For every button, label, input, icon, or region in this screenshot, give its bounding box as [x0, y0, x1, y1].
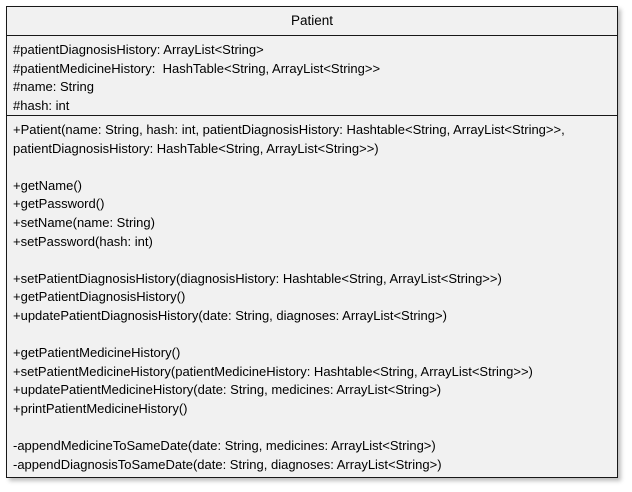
uml-class-box-patient — [6, 6, 618, 478]
attribute-line: #patientMedicineHistory: HashTable<String, ArrayList<String>> — [13, 60, 381, 76]
method-line: +Patient(name: String, hash: int, patientDiagnosisHistory: Hashtable<String, ArrayList<String>>, — [13, 122, 565, 137]
method-line: -appendMedicineToSameDate(date: String, medicines: ArrayList<String>) — [13, 438, 436, 454]
method-line: +setPatientDiagnosisHistory(diagnosisHistory: Hashtable<String, ArrayList<String>>) — [13, 270, 502, 286]
method-group-gap — [13, 251, 611, 270]
method-line: +updatePatientMedicineHistory(date: String, medicines: ArrayList<String>) — [13, 382, 442, 398]
method-line: +getPatientMedicineHistory() — [13, 345, 181, 361]
method-line: +getName() — [13, 177, 82, 193]
attributes-section — [7, 36, 617, 116]
attribute-line: #hash: int — [13, 97, 70, 113]
attribute-line: #patientDiagnosisHistory: ArrayList<String> — [13, 42, 264, 57]
class-name: Patient — [7, 7, 617, 36]
method-line: +setName(name: String) — [13, 214, 155, 230]
method-line: +printPatientMedicineHistory() — [13, 400, 188, 416]
method-group-gap — [13, 419, 611, 438]
method-group-gap — [13, 158, 611, 177]
method-line: +updatePatientDiagnosisHistory(date: String, diagnoses: ArrayList<String>) — [13, 307, 447, 323]
methods-section — [7, 116, 617, 477]
method-line: +getPassword() — [13, 196, 105, 212]
method-line: +getPatientDiagnosisHistory() — [13, 289, 186, 305]
method-group-gap — [13, 326, 611, 345]
method-line: +setPassword(hash: int) — [13, 233, 153, 249]
method-line: -appendDiagnosisToSameDate(date: String, diagnoses: ArrayList<String>) — [13, 456, 442, 472]
attribute-line: #name: String — [13, 79, 94, 95]
method-line: patientDiagnosisHistory: HashTable<String, ArrayList<String>>) — [13, 140, 379, 156]
method-line: +setPatientMedicineHistory(patientMedicineHistory: Hashtable<String, ArrayList<String>>) — [13, 363, 533, 379]
